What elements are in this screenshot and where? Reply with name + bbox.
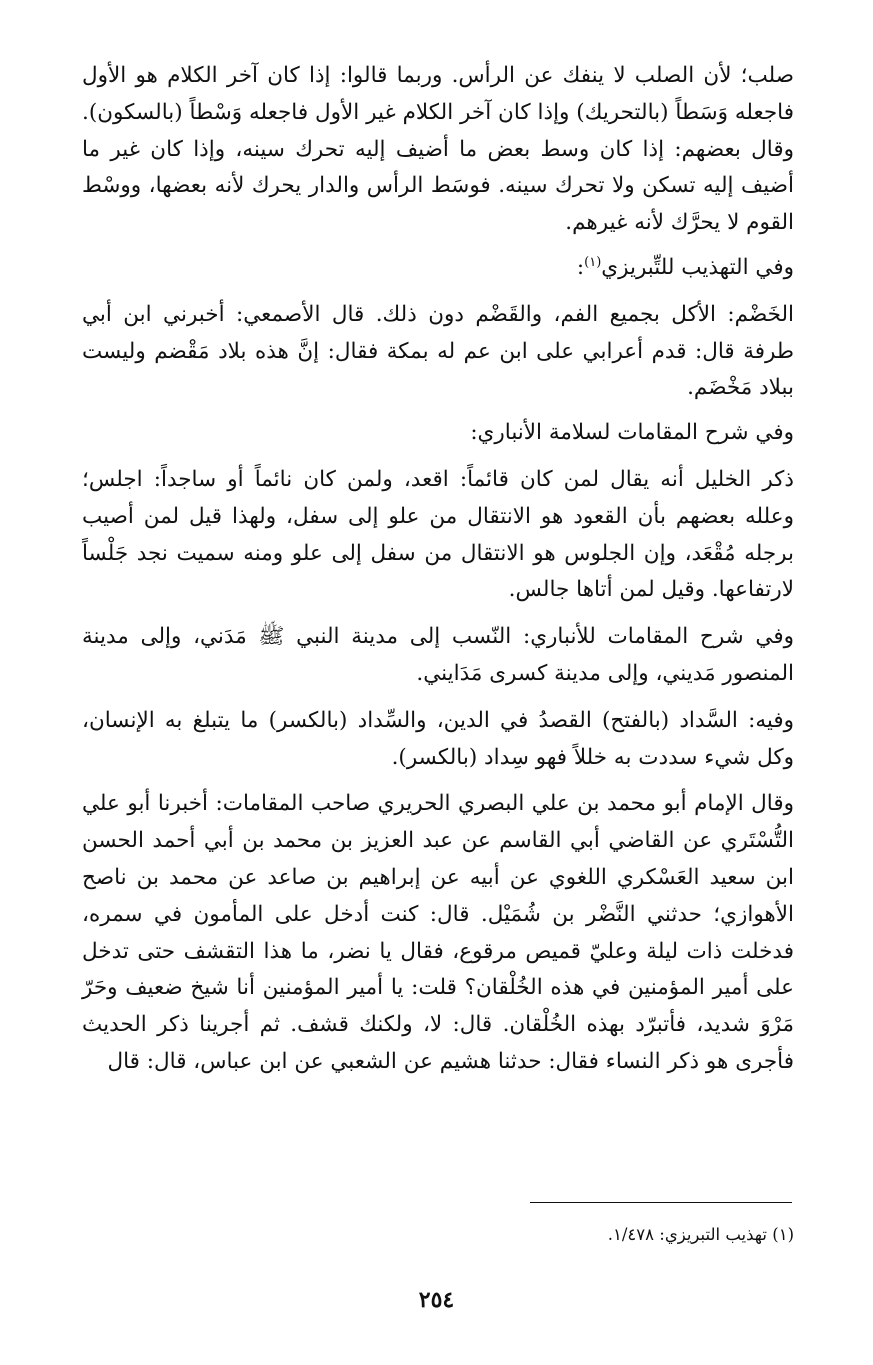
section-heading: [82, 250, 794, 287]
section-heading: وفي شرح المقامات لسلامة الأنباري:: [470, 420, 794, 446]
page-number: ٢٥٤: [418, 1287, 455, 1313]
paragraph: ذكر الخليل أنه يقال لمن كان قائماً: اقعد، ولمن كان نائماً أو ساجداً: اجلس؛ وعلله بعضهم بأن القعود هو الانتقال من علو إلى سفل، ولهذا قيل لمن أصيب برجله مُقْعَد، وإن الجلوس هو الانتقال من سفل إلى علو ومنه سميت نجد جَلْساً لارتفاعها. وقيل لمن أتاها جالس.: [82, 466, 794, 603]
body-text: [82, 58, 794, 1081]
footnote: (١) تهذيب التبريزي: ١/٤٧٨.: [607, 1225, 794, 1244]
footnote-divider: [530, 1202, 792, 1203]
paragraph: وقال الإمام أبو محمد بن علي البصري الحريري صاحب المقامات: أخبرنا أبو علي التُّسْتَري عن القاضي أبي القاسم عن عبد العزيز بن محمد بن أبي أحمد الحسن ابن سعيد العَسْكري اللغوي عن أبيه عن إبراهيم بن صاعد عن محمد بن ناصح الأهوازي؛ حدثني النَّضْر بن شُمَيْل. قال: كنت أدخل على المأمون في سمره، فدخلت ذات ليلة وعليّ قميص مرقوع، فقال يا نضر، ما هذا التقشف حتى تدخل على أمير المؤمنين في هذه الخُلْقان؟ قلت: يا أمير المؤمنين أنا شيخ ضعيف وحَرّ مَرْوَ شديد، فأتبرّد بهذه الخُلْقان. قال: لا، ولكنك قشف. ثم أجرينا ذكر الحديث فأجرى هو ذكر النساء فقال: حدثنا هشيم عن الشعبي عن ابن عباس، قال: قال: [82, 791, 794, 1074]
heading-colon: :: [576, 254, 585, 280]
paragraph: وفيه: السَّداد (بالفتح) القصدُ في الدين، والسِّداد (بالكسر) ما يتبلغ به الإنسان، وكل شيء سددت به خللاً فهو سِداد (بالكسر).: [82, 707, 794, 770]
heading-text: وفي التهذيب للتِّبريزي: [601, 254, 794, 280]
paragraph: الخَضْم: الأكل بجميع الفم، والقَضْم دون ذلك. قال الأصمعي: أخبرني ابن أبي طرفة قال: قدم أعرابي على ابن عم له بمكة فقال: إنَّ هذه بلاد مَقْضم وليست ببلاد مَخْضَم.: [82, 301, 794, 401]
paragraph: وفي شرح المقامات للأنباري: النّسب إلى مدينة النبي ﷺ مَدَني، وإلى مدينة المنصور مَديني، وإلى مدينة كسرى مَدَايني.: [82, 624, 794, 686]
footnote-reference[interactable]: (١): [584, 254, 602, 270]
paragraph: صلب؛ لأن الصلب لا ينفك عن الرأس. وربما قالوا: إذا كان آخر الكلام هو الأول فاجعله وَسَطاً (بالتحريك) وإذا كان آخر الكلام غير الأول فاجعله وَسْطاً (بالسكون). وقال بعضهم: إذا كان وسط بعض ما أضيف إليه تحرك سينه، وإذا كان غير ما أضيف إليه تسكن ولا تحرك سينه. فوسَط الرأس والدار يحرك لأنه بعضها، ووسْط القوم لا يحرَّك لأنه غيرهم.: [82, 63, 794, 236]
